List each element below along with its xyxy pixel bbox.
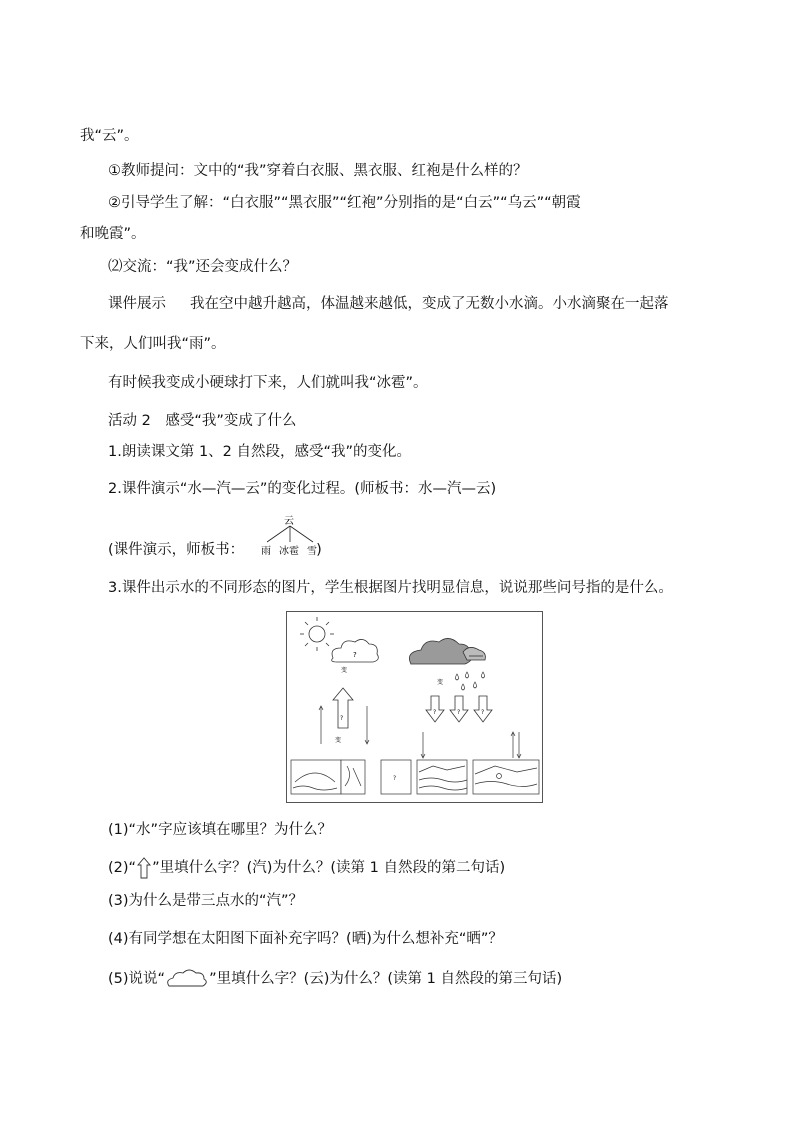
svg-text:?: ? — [481, 709, 485, 716]
text-span: (5)说说“ — [108, 971, 166, 987]
text-span: ) — [316, 542, 322, 558]
dark-cloud-icon — [409, 638, 471, 664]
text-line: 3.课件出示水的不同形态的图片，学生根据图片找明显信息，说说那些问号指的是什么。 — [108, 580, 673, 596]
question-line: (3)为什么是带三点水的“汽”？ — [108, 893, 304, 909]
svg-text:?: ? — [353, 651, 357, 659]
text-span: (课件演示，师板书： — [108, 542, 245, 558]
text-line: 我“云”。 — [80, 128, 139, 144]
up-arrow-icon — [136, 856, 152, 880]
text-line: 2.课件演示“水—汽—云”的变化过程。(师板书：水—汽—云) — [108, 481, 497, 497]
text-line: ⑵交流：“我”还会变成什么？ — [108, 259, 298, 275]
text-span: ”里填什么字？(汽)为什么？(读第 1 自然段的第二句话) — [152, 860, 506, 876]
text-line: 和晚霞”。 — [80, 226, 146, 242]
svg-text:?: ? — [433, 709, 437, 716]
cloud-icon — [165, 968, 209, 990]
courseware-label: 课件展示 — [108, 296, 166, 312]
water-cycle-figure — [286, 611, 543, 803]
svg-text:变: 变 — [437, 679, 444, 686]
question-line — [108, 856, 505, 880]
text-line: 1.朗读课文第 1、2 自然段，感受“我”的变化。 — [108, 444, 412, 460]
activity-heading: 活动 2 感受“我”变成了什么 — [108, 413, 297, 429]
question-line — [108, 968, 562, 990]
sun-icon — [300, 617, 334, 651]
text-span: 我在空中越升越高，体温越来越低，变成了无数小水滴。小水滴聚在一起落 — [190, 296, 669, 312]
text-span: (2)“ — [108, 860, 137, 876]
svg-text:?: ? — [457, 709, 461, 716]
text-line — [108, 294, 669, 314]
text-line: 下来，人们叫我“雨”。 — [80, 336, 226, 352]
raindrop-icon — [456, 672, 485, 690]
svg-text:变: 变 — [335, 737, 342, 744]
question-line: (4)有同学想在太阳图下面补充字吗？(晒)为什么想补充“晒”？ — [108, 931, 503, 947]
text-line: ①教师提问：文中的“我”穿着白衣服、黑衣服、红袍是什么样的？ — [108, 163, 528, 179]
diagram-top: 云 — [284, 516, 294, 527]
text-line: 有时候我变成小硬球打下来，人们就叫我“冰雹”。 — [108, 375, 428, 391]
board-writing-diagram — [257, 514, 329, 560]
question-line: (1)“水”字应该填在哪里？为什么？ — [108, 822, 333, 838]
svg-text:?: ? — [393, 775, 397, 782]
text-span: ”里填什么字？(云)为什么？(读第 1 自然段的第三句话) — [209, 971, 563, 987]
up-arrow-icon — [333, 688, 353, 728]
svg-text:?: ? — [340, 715, 344, 722]
diagram-rain: 雨 — [261, 546, 271, 557]
text-line: ②引导学生了解：“白衣服”“黑衣服”“红袍”分别指的是“白云”“乌云”“朝霞 — [108, 195, 581, 211]
scene-images — [291, 760, 539, 794]
svg-text:变: 变 — [341, 667, 348, 674]
diagram-hail: 冰雹 — [279, 546, 299, 557]
diagram-snow: 雪 — [307, 546, 317, 557]
